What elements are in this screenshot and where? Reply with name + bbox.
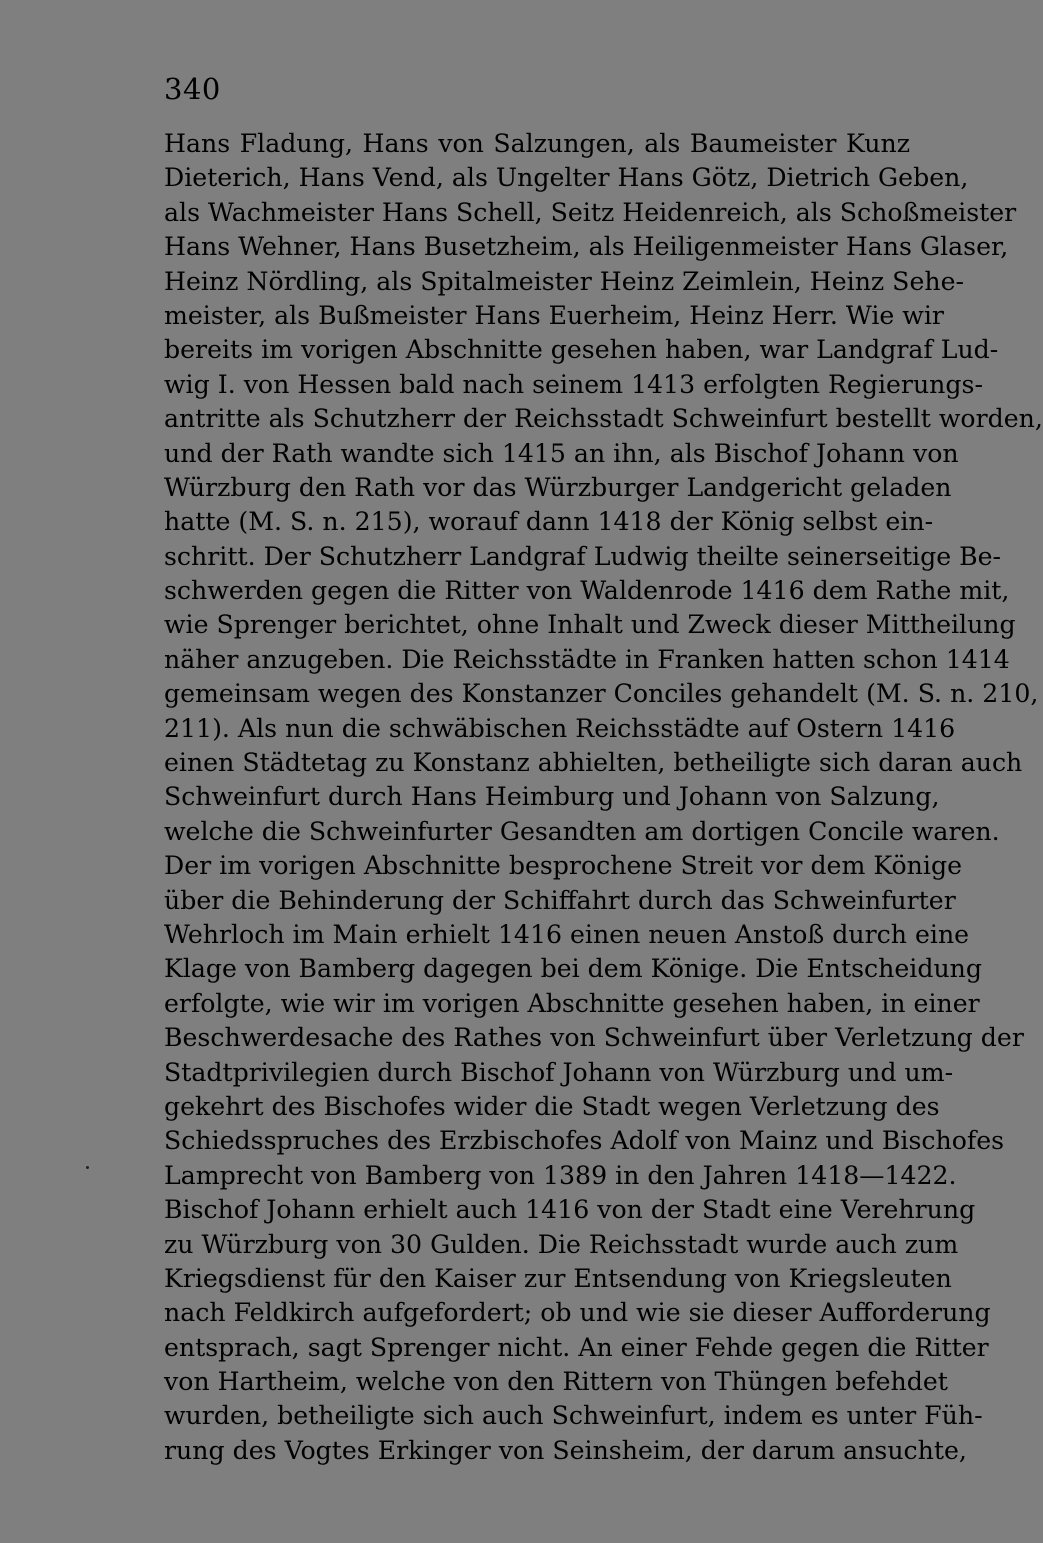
text-line: näher anzugeben. Die Reichsstädte in Franken hatten schon 1414	[164, 644, 1010, 674]
text-line: Schweinfurt durch Hans Heimburg und Johann von Salzung,	[164, 782, 940, 812]
text-line: erfolgte, wie wir im vorigen Abschnitte gesehen haben, in einer	[164, 988, 980, 1018]
text-line: schwerden gegen die Ritter von Waldenrode 1416 dem Rathe mit,	[164, 576, 1010, 606]
text-line: antritte als Schutzherr der Reichsstadt Schweinfurt bestellt worden,	[164, 404, 1043, 434]
text-line: rung des Vogtes Erkinger von Seinsheim, der darum ansuchte,	[164, 1435, 967, 1465]
text-line: Der im vorigen Abschnitte besprochene Streit vor dem Könige	[164, 851, 962, 881]
text-line: Beschwerdesache des Rathes von Schweinfurt über Verletzung der	[164, 1023, 1024, 1053]
text-line: meister, als Bußmeister Hans Euerheim, Heinz Herr. Wie wir	[164, 300, 944, 330]
text-line: Wehrloch im Main erhielt 1416 einen neuen Anstoß durch eine	[164, 919, 970, 949]
text-line: Schiedsspruches des Erzbischofes Adolf von Mainz und Bischofes	[164, 1126, 1005, 1156]
page-number: 340	[164, 72, 221, 106]
text-line: Würzburg den Rath vor das Würzburger Landgericht geladen	[164, 472, 952, 502]
text-line: und der Rath wandte sich 1415 an ihn, als Bischof Johann von	[164, 438, 959, 468]
text-line: einen Städtetag zu Konstanz abhielten, betheiligte sich daran auch	[164, 748, 1023, 778]
text-line: über die Behinderung der Schiffahrt durch das Schweinfurter	[164, 885, 956, 915]
text-line: Klage von Bamberg dagegen bei dem Könige. Die Entscheidung	[164, 954, 983, 984]
body-text	[164, 127, 1043, 1468]
text-line: bereits im vorigen Abschnitte gesehen haben, war Landgraf Lud-	[164, 335, 999, 365]
text-line: Bischof Johann erhielt auch 1416 von der Stadt eine Verehrung	[164, 1195, 976, 1225]
text-line: Kriegsdienst für den Kaiser zur Entsendung von Kriegsleuten	[164, 1263, 952, 1293]
text-line: Hans Wehner, Hans Busetzheim, als Heiligenmeister Hans Glaser,	[164, 232, 1009, 262]
text-line: gemeinsam wegen des Konstanzer Conciles gehandelt (M. S. n. 210,	[164, 679, 1039, 709]
text-line: nach Feldkirch aufgefordert; ob und wie sie dieser Aufforderung	[164, 1298, 991, 1328]
text-line: Dieterich, Hans Vend, als Ungelter Hans Götz, Dietrich Geben,	[164, 163, 969, 193]
text-line: wig I. von Hessen bald nach seinem 1413 erfolgten Regierungs-	[164, 369, 983, 399]
text-line: Hans Fladung, Hans von Salzungen, als Baumeister Kunz	[164, 129, 910, 158]
text-line: schritt. Der Schutzherr Landgraf Ludwig theilte seinerseitige Be-	[164, 541, 1002, 571]
text-line: wie Sprenger berichtet, ohne Inhalt und Zweck dieser Mittheilung	[164, 610, 1016, 640]
text-line: Lamprecht von Bamberg von 1389 in den Jahren 1418—1422.	[164, 1160, 957, 1190]
text-line: hatte (M. S. n. 215), worauf dann 1418 der König selbst ein-	[164, 507, 934, 537]
text-line: als Wachmeister Hans Schell, Seitz Heidenreich, als Schoßmeister	[164, 197, 1017, 227]
text-line: von Hartheim, welche von den Rittern von Thüngen befehdet	[164, 1367, 948, 1397]
text-line: 211). Als nun die schwäbischen Reichsstädte auf Ostern 1416	[164, 713, 956, 743]
text-line: gekehrt des Bischofes wider die Stadt wegen Verletzung des	[164, 1091, 940, 1121]
scan-speck	[86, 1166, 89, 1169]
text-line: Stadtprivilegien durch Bischof Johann von Würzburg und um-	[164, 1057, 954, 1087]
text-line: wurden, betheiligte sich auch Schweinfurt, indem es unter Füh-	[164, 1401, 983, 1431]
text-line: welche die Schweinfurter Gesandten am dortigen Concile waren.	[164, 816, 1000, 846]
text-line: zu Würzburg von 30 Gulden. Die Reichsstadt wurde auch zum	[164, 1229, 959, 1259]
text-line: entsprach, sagt Sprenger nicht. An einer Fehde gegen die Ritter	[164, 1332, 989, 1362]
text-line: Heinz Nördling, als Spitalmeister Heinz Zeimlein, Heinz Sehe-	[164, 266, 964, 296]
